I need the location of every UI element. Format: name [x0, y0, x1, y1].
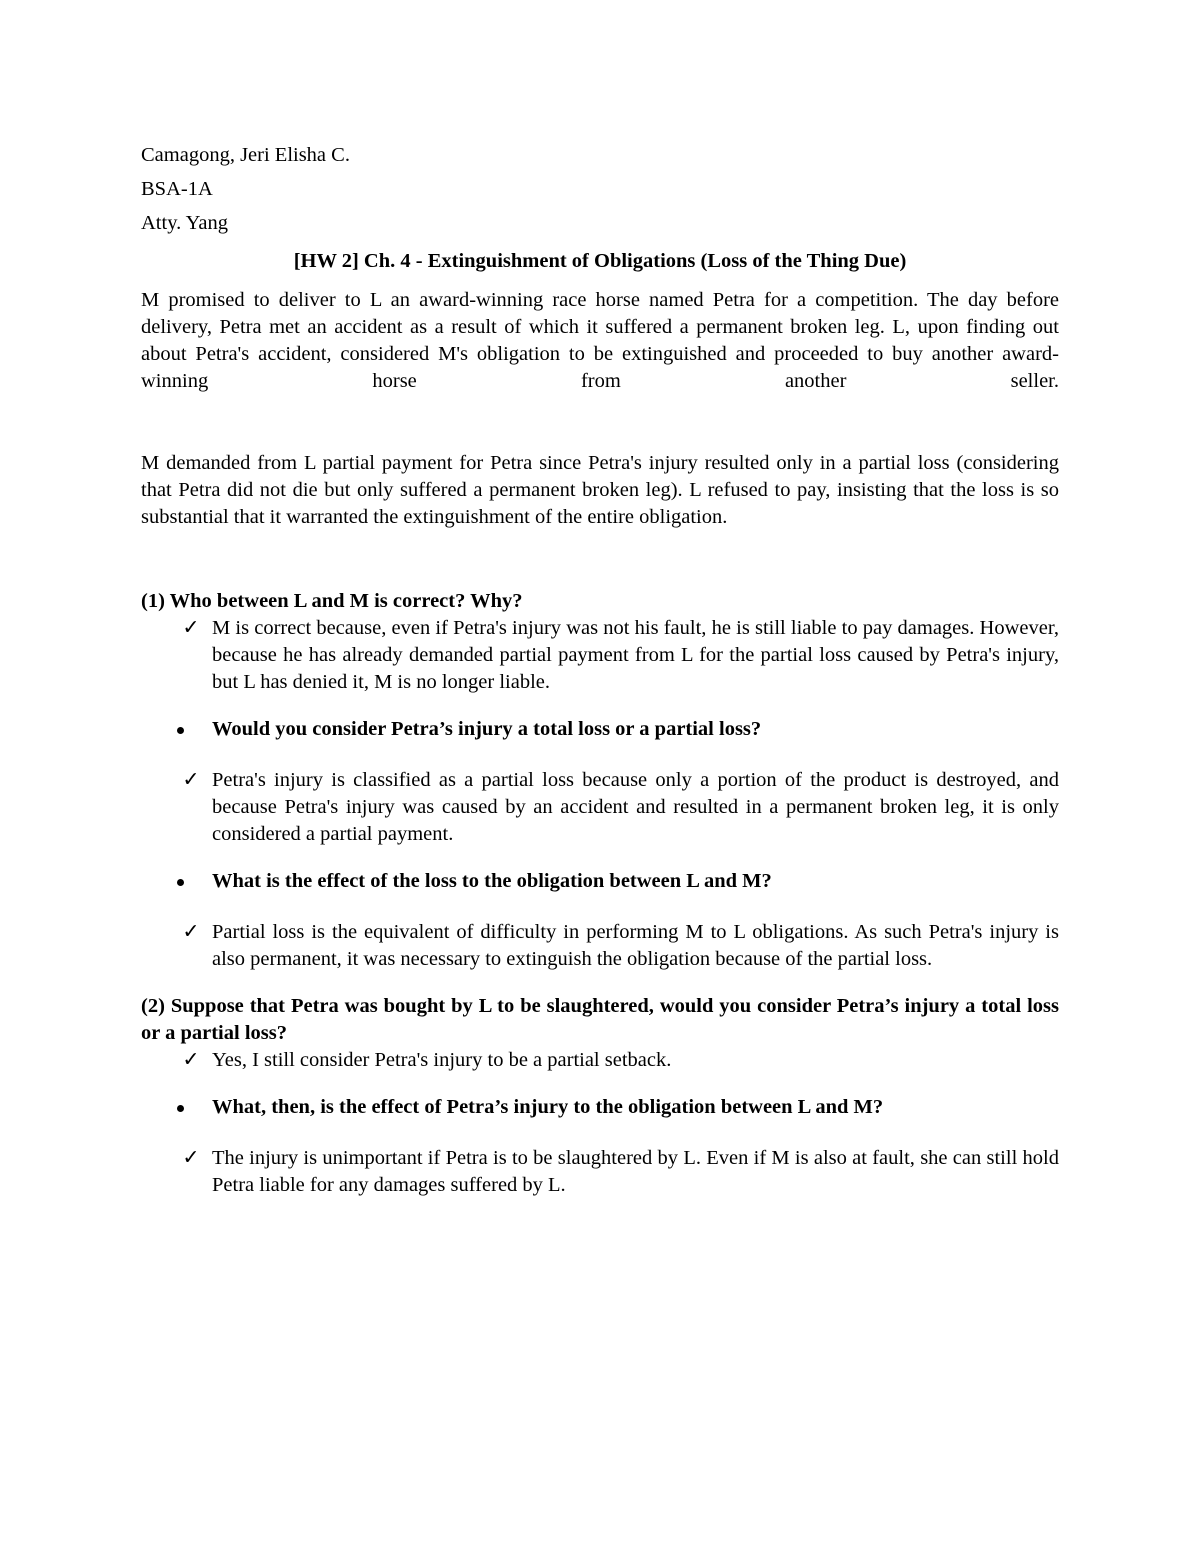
answer-2a-text: The injury is unimportant if Petra is to be slaughtered by L. Even if M is also at fault, she can still hold Petra liable for any damages suffered by L.: [212, 1147, 1059, 1196]
answer-1a: [141, 767, 1059, 848]
check-icon: ✓: [182, 769, 200, 791]
answer-2: [141, 1047, 1059, 1074]
sub-question-1a-text: Would you consider Petra’s injury a total loss or a partial loss?: [212, 718, 762, 740]
answer-2-text: Yes, I still consider Petra's injury to be a partial setback.: [212, 1049, 672, 1071]
answer-2a: [141, 1145, 1059, 1199]
document-title: [HW 2] Ch. 4 - Extinguishment of Obligations (Loss of the Thing Due): [293, 250, 907, 272]
answer-1b-text: Partial loss is the equivalent of difficulty in performing M to L obligations. As such Petra's injury is also permanent, it was necessary to extinguish the obligation because of the partial loss.: [212, 921, 1059, 970]
instructor-name: Atty. Yang: [141, 212, 228, 234]
case-paragraph-2: M demanded from L partial payment for Petra since Petra's injury resulted only in a partial loss (considering that Petra did not die but only suffered a permanent broken leg). L refused to pay, insisting that the loss is so substantial that it warranted the extinguishment of the entire obligation.: [141, 452, 1059, 528]
student-name: Camagong, Jeri Elisha C.: [141, 144, 350, 166]
student-section: BSA-1A: [141, 178, 213, 200]
bullet-icon: [177, 879, 184, 886]
question-2: (2) Suppose that Petra was bought by L to be slaughtered, would you consider Petra’s injury a total loss or a partial loss?: [141, 995, 1059, 1044]
answer-1a-text: Petra's injury is classified as a partial loss because only a portion of the product is destroyed, and because Petra's injury was caused by an accident and resulted in a permanent broken leg, it is only considered a partial payment.: [212, 769, 1059, 845]
bullet-icon: [177, 727, 184, 734]
sub-question-2a: [141, 1094, 1059, 1121]
check-icon: ✓: [182, 1049, 200, 1071]
sub-question-1a: [141, 716, 1059, 743]
sub-question-2a-text: What, then, is the effect of Petra’s injury to the obligation between L and M?: [212, 1096, 884, 1118]
question-1: (1) Who between L and M is correct? Why?: [141, 590, 523, 612]
sub-question-1b: [141, 868, 1059, 895]
sub-question-1b-text: What is the effect of the loss to the obligation between L and M?: [212, 870, 772, 892]
check-icon: ✓: [182, 1147, 200, 1169]
check-icon: ✓: [182, 617, 200, 639]
answer-1b: [141, 919, 1059, 973]
answer-1: [141, 615, 1059, 696]
check-icon: ✓: [182, 921, 200, 943]
case-paragraph-1: M promised to deliver to L an award-winning race horse named Petra for a competition. The day before delivery, Petra met an accident as a result of which it suffered a permanent broken leg. L, upon finding out about Petra's accident, considered M's obligation to be extinguished and proceeded to buy another award-winning horse from another seller.: [141, 289, 1059, 392]
bullet-icon: [177, 1105, 184, 1112]
document-page: [141, 142, 1059, 1199]
answer-1-text: M is correct because, even if Petra's injury was not his fault, he is still liable to pay damages. However, because he has already demanded partial payment from L for the partial loss caused by Petra's injury, but L has denied it, M is no longer liable.: [212, 617, 1059, 693]
